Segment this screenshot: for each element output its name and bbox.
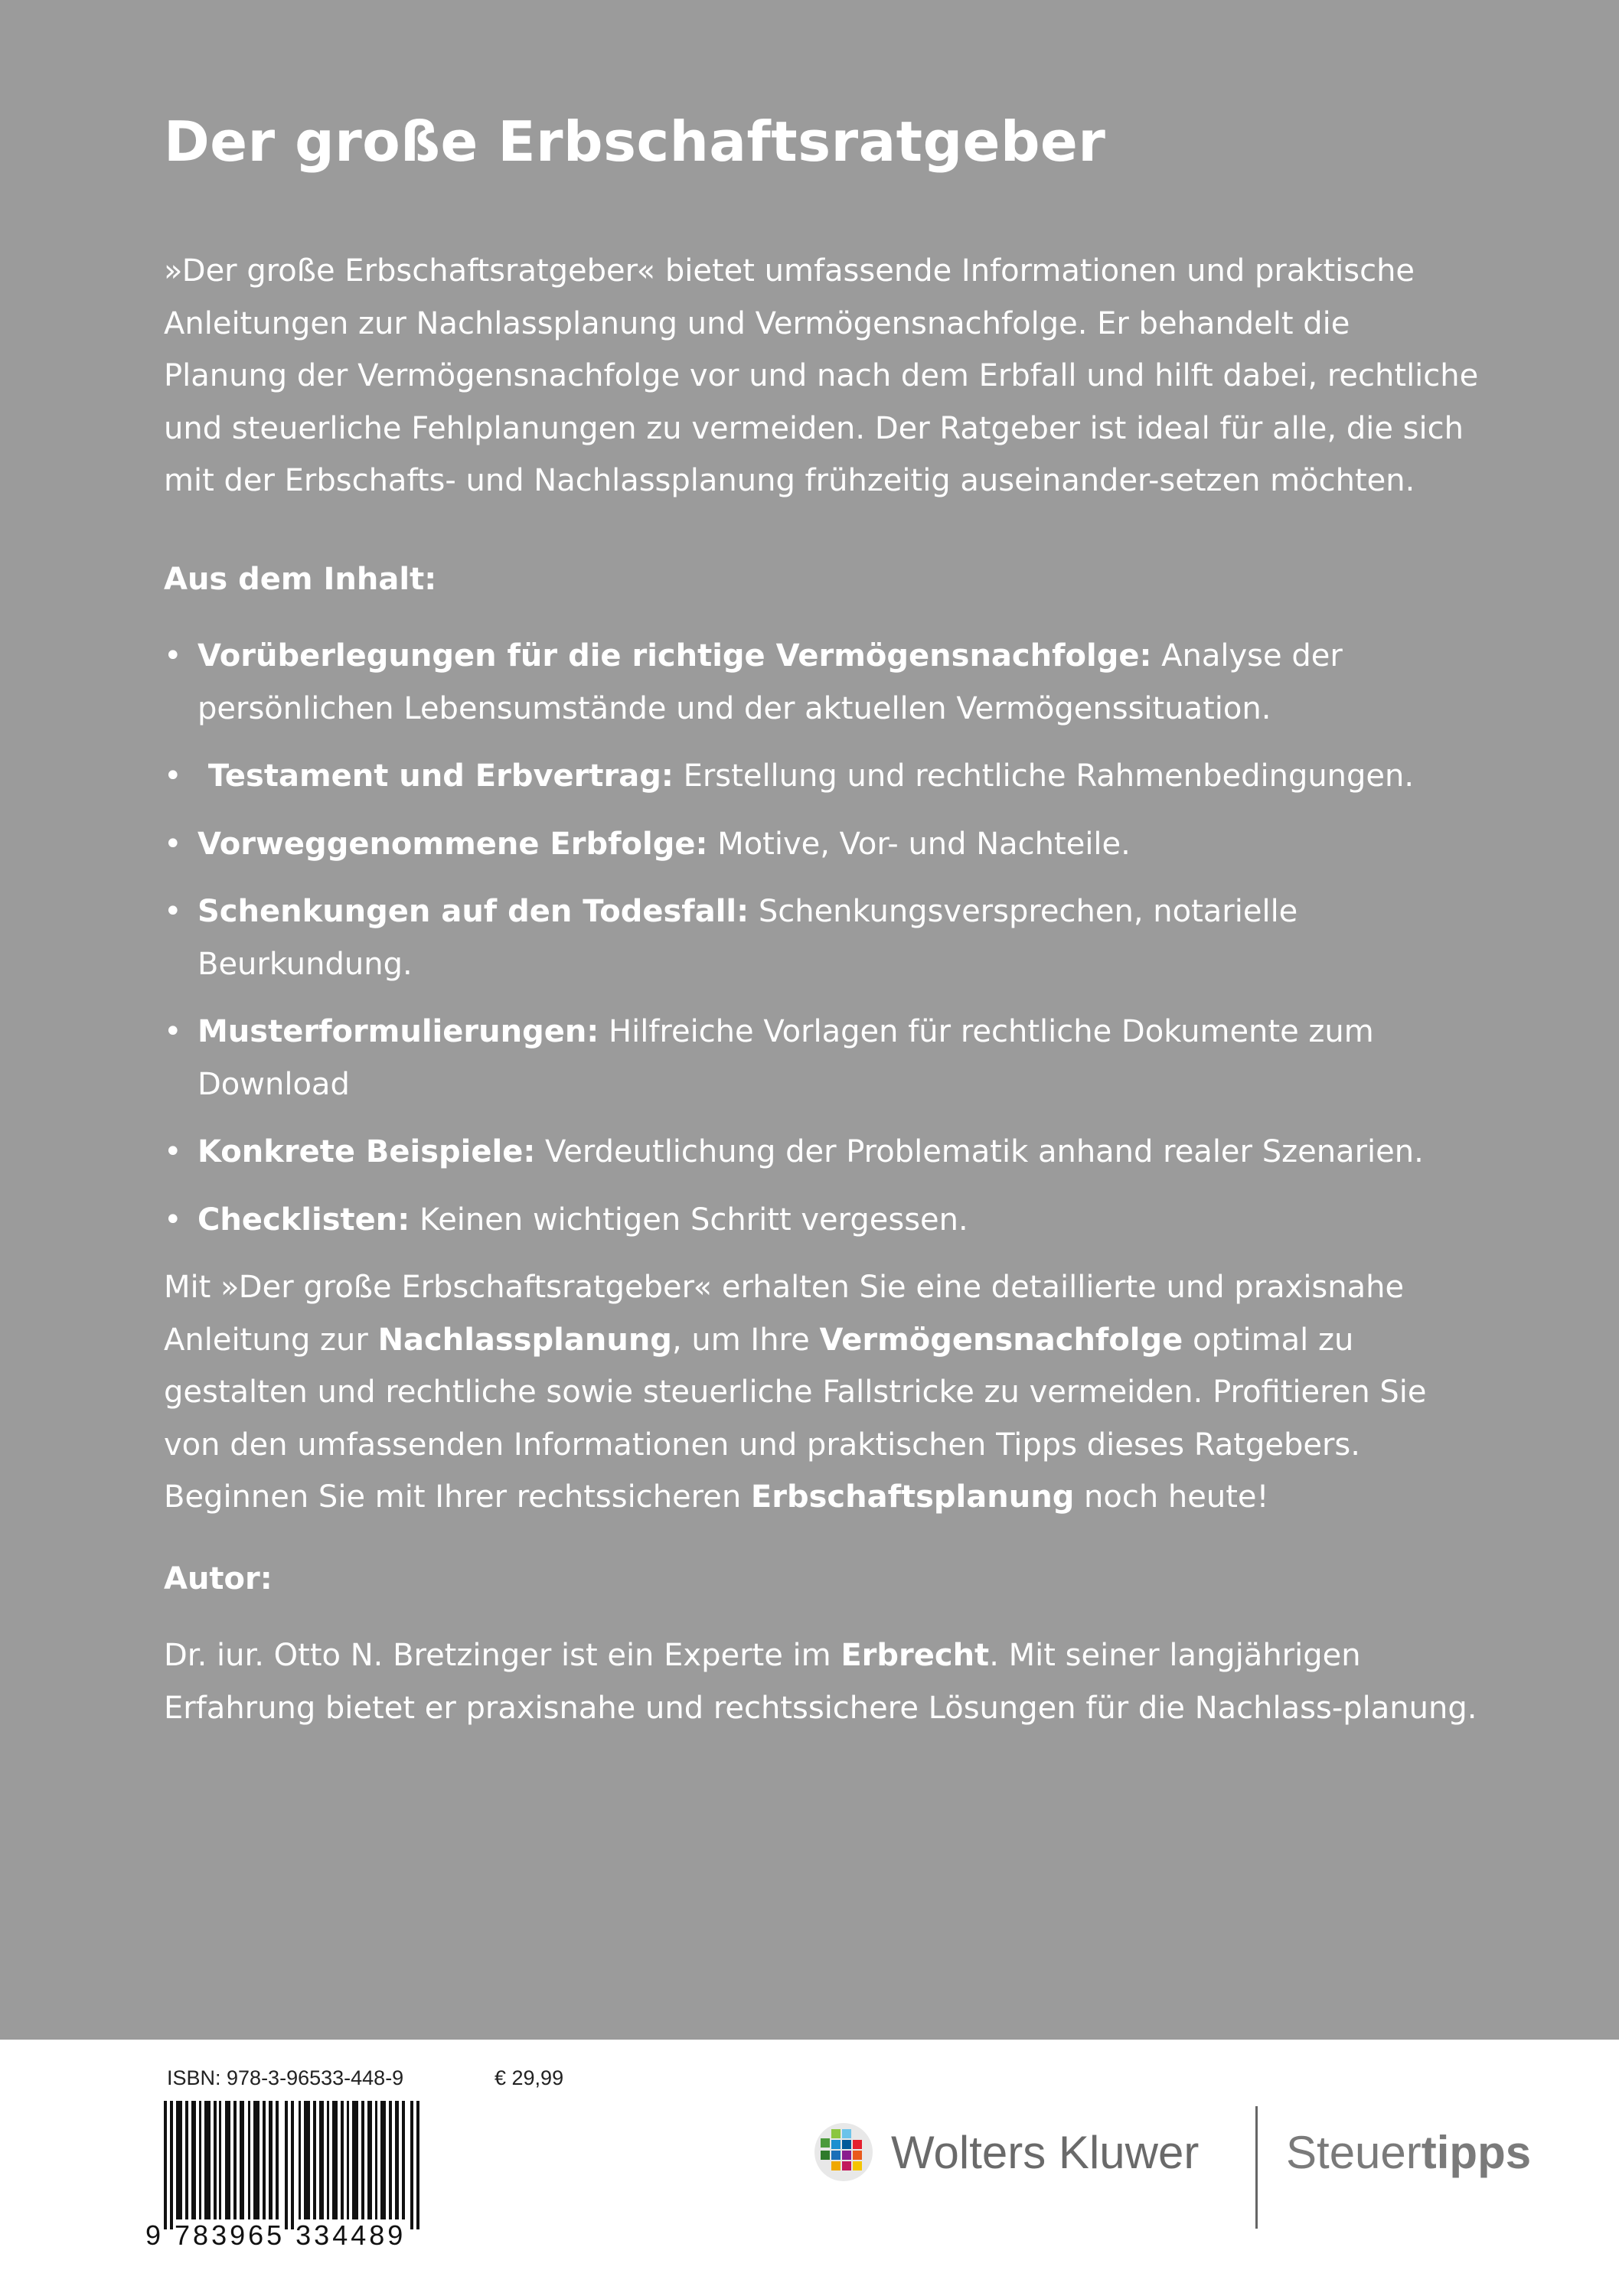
summary-emphasis: Nachlassplanung [377, 1322, 672, 1358]
list-item-term: Vorüberlegungen für die richtige Vermögensnachfolge: [197, 638, 1152, 673]
bullet-icon: • [164, 1014, 182, 1049]
barcode-icon [164, 2101, 432, 2229]
book-title: Der große Erbschaftsratgeber [164, 109, 1106, 174]
list-item-text: Motive, Vor- und Nachteile. [707, 826, 1131, 862]
author-text: Dr. iur. Otto N. Bretzinger ist ein Experte im [164, 1638, 841, 1673]
summary-paragraph [164, 1261, 1480, 1524]
summary-text: optimal zu gestalten und rechtliche sowie steuerliche Fallstricke zu vermeiden. Profitieren Sie von den umfassenden Informationen und praktischen Tipps dieses Ratgebers. Beginnen Sie mit Ihrer rechtssicheren [164, 1322, 1427, 1515]
series-name-bold: tipps [1421, 2127, 1532, 2178]
wolters-kluwer-logo-icon [813, 2122, 874, 2183]
bullet-icon: • [164, 638, 182, 673]
bullet-icon: • [164, 758, 182, 794]
list-item-term: Testament und Erbvertrag: [197, 758, 674, 794]
list-item [164, 1126, 1480, 1179]
list-item-term: Vorweggenommene Erbfolge: [197, 826, 708, 862]
bullet-icon: • [164, 1202, 182, 1238]
list-item-term: Checklisten: [197, 1202, 410, 1238]
publisher-name: Wolters Kluwer [891, 2127, 1200, 2178]
list-item-text: Schenkungsversprechen, notarielle Beurkundung. [197, 894, 1298, 982]
contents-list [164, 630, 1480, 1246]
list-item-text: Erstellung und rechtliche Rahmenbedingungen. [673, 758, 1415, 794]
series-name-regular: Steuer [1286, 2127, 1422, 2178]
list-item-text: Hilfreiche Vorlagen für rechtliche Dokumente zum Download [197, 1014, 1374, 1102]
list-item [164, 1006, 1480, 1110]
list-item [164, 750, 1480, 803]
list-item-term: Musterformulierungen: [197, 1014, 599, 1049]
list-item-term: Konkrete Beispiele: [197, 1134, 536, 1169]
list-item [164, 630, 1480, 735]
cover-content [164, 107, 1480, 1734]
summary-text: , um Ihre [671, 1322, 820, 1358]
series-logo [1286, 2126, 1531, 2179]
list-item-text: Analyse der persönlichen Lebensumstände und der aktuellen Vermögenssituation. [197, 638, 1343, 726]
price-label: € 29,99 [495, 2066, 564, 2089]
bullet-icon: • [164, 1134, 182, 1169]
summary-emphasis: Erbschaftsplanung [750, 1479, 1075, 1515]
author-emphasis: Erbrecht [841, 1638, 990, 1673]
isbn-label: ISBN: 978-3-96533-448-9 [167, 2066, 404, 2089]
list-item-text: Verdeutlichung der Problematik anhand realer Szenarien. [535, 1134, 1424, 1169]
list-item [164, 1194, 1480, 1247]
list-item-text: Keinen wichtigen Schritt vergessen. [410, 1202, 968, 1238]
logo-divider [1255, 2106, 1258, 2229]
bullet-icon: • [164, 894, 182, 929]
list-item [164, 818, 1480, 871]
list-item [164, 885, 1480, 990]
summary-emphasis: Vermögensnachfolge [819, 1322, 1183, 1358]
author-text: . Mit seiner langjährigen Erfahrung bietet er praxisnahe und rechtssichere Lösungen für die Nachlass-planung. [164, 1638, 1477, 1726]
author-paragraph [164, 1629, 1480, 1734]
bullet-icon: • [164, 826, 182, 862]
author-heading: Autor: [164, 1561, 273, 1596]
barcode-digits: 9 783965 334489 [145, 2219, 406, 2251]
summary-text: Mit »Der große Erbschaftsratgeber« erhalten Sie eine detaillierte und praxisnahe Anleitung zur [164, 1270, 1405, 1358]
intro-paragraph: »Der große Erbschaftsratgeber« bietet umfassende Informationen und praktische Anleitungen zur Nachlassplanung und Vermögensnachfolge. Er behandelt die Planung der Vermögensnachfolge vor und nach dem Erbfall und hilft dabei, rechtliche und steuerliche Fehlplanungen zu vermeiden. Der Ratgeber ist ideal für alle, die sich mit der Erbschafts- und Nachlassplanung frühzeitig auseinander-setzen möchten. [164, 253, 1479, 498]
list-item-term: Schenkungen auf den Todesfall: [197, 894, 749, 929]
summary-text: noch heute! [1074, 1479, 1269, 1515]
contents-heading: Aus dem Inhalt: [164, 561, 437, 597]
